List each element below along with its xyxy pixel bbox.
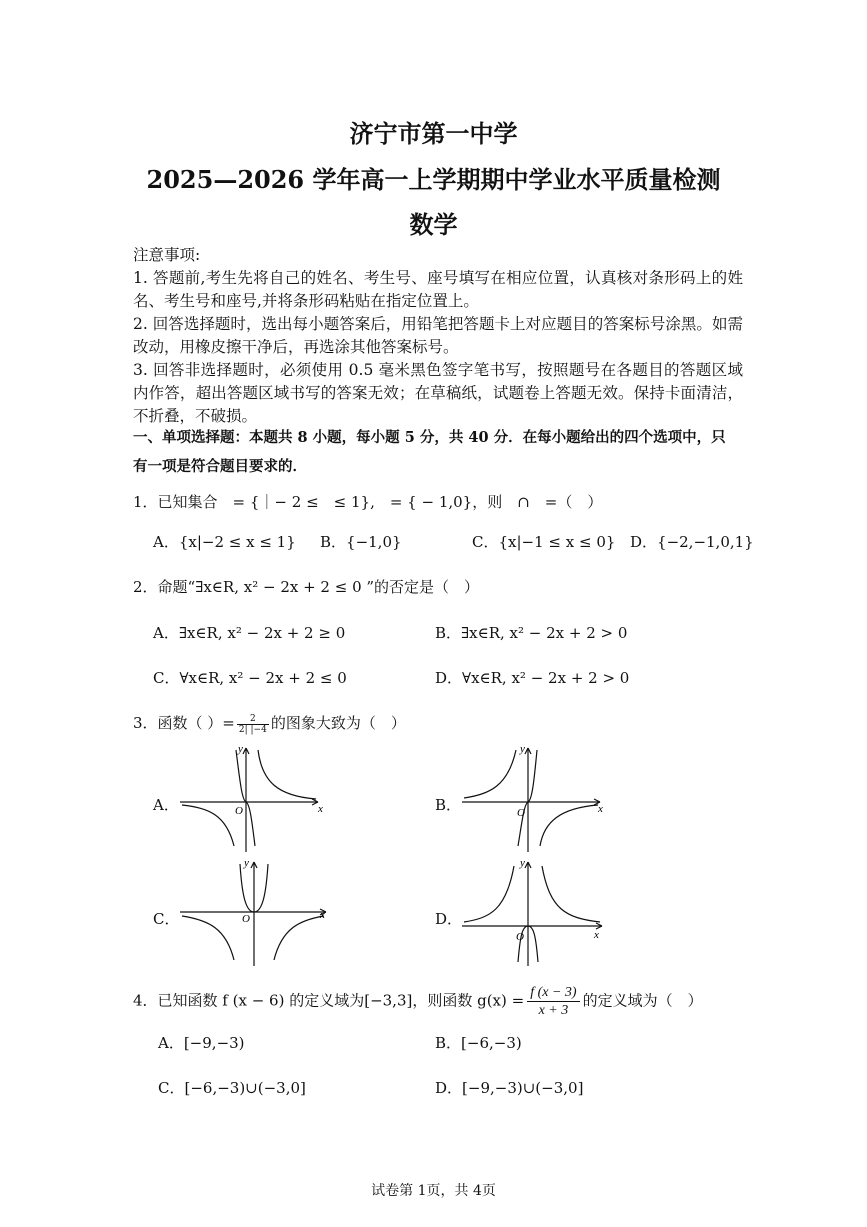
subject-title: 数学 — [409, 210, 458, 239]
q3-graph-d — [460, 856, 610, 968]
question-3-stem — [133, 712, 406, 735]
y-label: y — [244, 857, 249, 869]
question-1-stem: 1．已知集合 = {｜− 2 ≤ ≤ 1}, = { − 1,0}，则 ∩ =（ ） — [133, 493, 603, 511]
q4-stem-suffix: 的定义域为（ ） — [582, 991, 703, 1010]
section-heading-line2: 有一项是符合题目要求的． — [133, 458, 307, 475]
q3-option-d: D． — [435, 910, 463, 928]
x-label: x — [594, 929, 599, 941]
q3-fraction — [237, 714, 269, 735]
q4-stem-prefix: 4．已知函数 f (x − 6) 的定义域为[−3,3]，则函数 g(x) = — [133, 991, 525, 1010]
q2-option-d: D．∀x∈R, x² − 2x + 2 > 0 — [435, 669, 630, 687]
notice-item-2: 2. 回答选择题时，选出每小题答案后，用铅笔把答题卡上对应题目的答案标号涂黑。如需改动，用橡皮擦干净后，再选涂其他答案标号。 — [133, 315, 743, 356]
q2-option-a: A．∃x∈R, x² − 2x + 2 ≥ 0 — [153, 624, 346, 642]
question-4-stem — [133, 984, 703, 1019]
q4-option-b: B．[−6,−3) — [435, 1034, 522, 1052]
q2-option-b: B．∃x∈R, x² − 2x + 2 > 0 — [435, 624, 628, 642]
q1-option-b: B．{−1,0} — [320, 533, 402, 551]
q3-option-a: A． — [153, 796, 179, 814]
x-label: x — [320, 909, 325, 921]
notice-item-3: 3. 回答非选择题时，必须使用 0.5 毫米黑色签字笔书写，按照题号在各题目的答题区域内作答，超出答题区域书写的答案无效；在草稿纸，试题卷上答题无效。保持卡面清洁，不折叠，不破损。 — [133, 361, 743, 425]
q4-option-d: D．[−9,−3)∪(−3,0] — [435, 1079, 584, 1097]
notice-item-1: 1. 答题前,考生先将自己的姓名、考生号、座号填写在相应位置，认真核对条形码上的姓名、考生号和座号,并将条形码粘贴在指定位置上。 — [133, 269, 743, 310]
origin-label: O — [242, 913, 250, 925]
q4-option-c: C．[−6,−3)∪(−3,0] — [158, 1079, 306, 1097]
q4-option-a: A．[−9,−3) — [158, 1034, 245, 1052]
y-label: y — [520, 857, 525, 869]
q3-frac-numerator: 2 — [237, 714, 269, 725]
q3-frac-denominator: 2| |−4 — [238, 724, 267, 735]
x-label: x — [598, 803, 603, 815]
q4-fraction — [527, 984, 579, 1019]
q3-option-b: B． — [435, 796, 462, 814]
origin-label: O — [516, 931, 524, 943]
section-heading-line1: 一、单项选择题：本题共 8 小题，每小题 5 分，共 40 分．在每小题给出的四个选项中，只 — [133, 429, 726, 446]
q3-graph-a — [178, 742, 328, 854]
q1-option-a: A．{x|−2 ≤ x ≤ 1} — [153, 533, 296, 551]
q1-option-c: C．{x|−1 ≤ x ≤ 0} — [472, 533, 616, 551]
q3-graph-c — [178, 856, 328, 968]
q2-option-c: C．∀x∈R, x² − 2x + 2 ≤ 0 — [153, 669, 347, 687]
notice-heading: 注意事项: — [133, 246, 201, 264]
q1-option-d: D．{−2,−1,0,1} — [630, 533, 754, 551]
school-name: 济宁市第一中学 — [349, 119, 518, 148]
origin-label: O — [235, 805, 243, 817]
q3-stem-suffix: 的图象大致为（ ） — [270, 714, 406, 732]
q3-option-c: C． — [153, 910, 180, 928]
origin-label: O — [517, 807, 525, 819]
q3-stem-prefix: 3．函数（ ）= — [133, 714, 235, 732]
q3-graph-b — [460, 742, 610, 854]
q4-frac-denominator: x + 3 — [538, 1003, 569, 1018]
y-label: y — [238, 743, 243, 755]
page-footer: 试卷第 1页，共 4页 — [371, 1183, 496, 1199]
exam-title: 2025—2026 学年高一上学期期中学业水平质量检测 — [146, 165, 721, 194]
x-label: x — [318, 803, 323, 815]
question-2-stem: 2．命题“∃x∈R, x² − 2x + 2 ≤ 0 ”的否定是（ ） — [133, 578, 480, 596]
q4-frac-numerator: f (x − 3) — [527, 984, 579, 1002]
y-label: y — [520, 743, 525, 755]
